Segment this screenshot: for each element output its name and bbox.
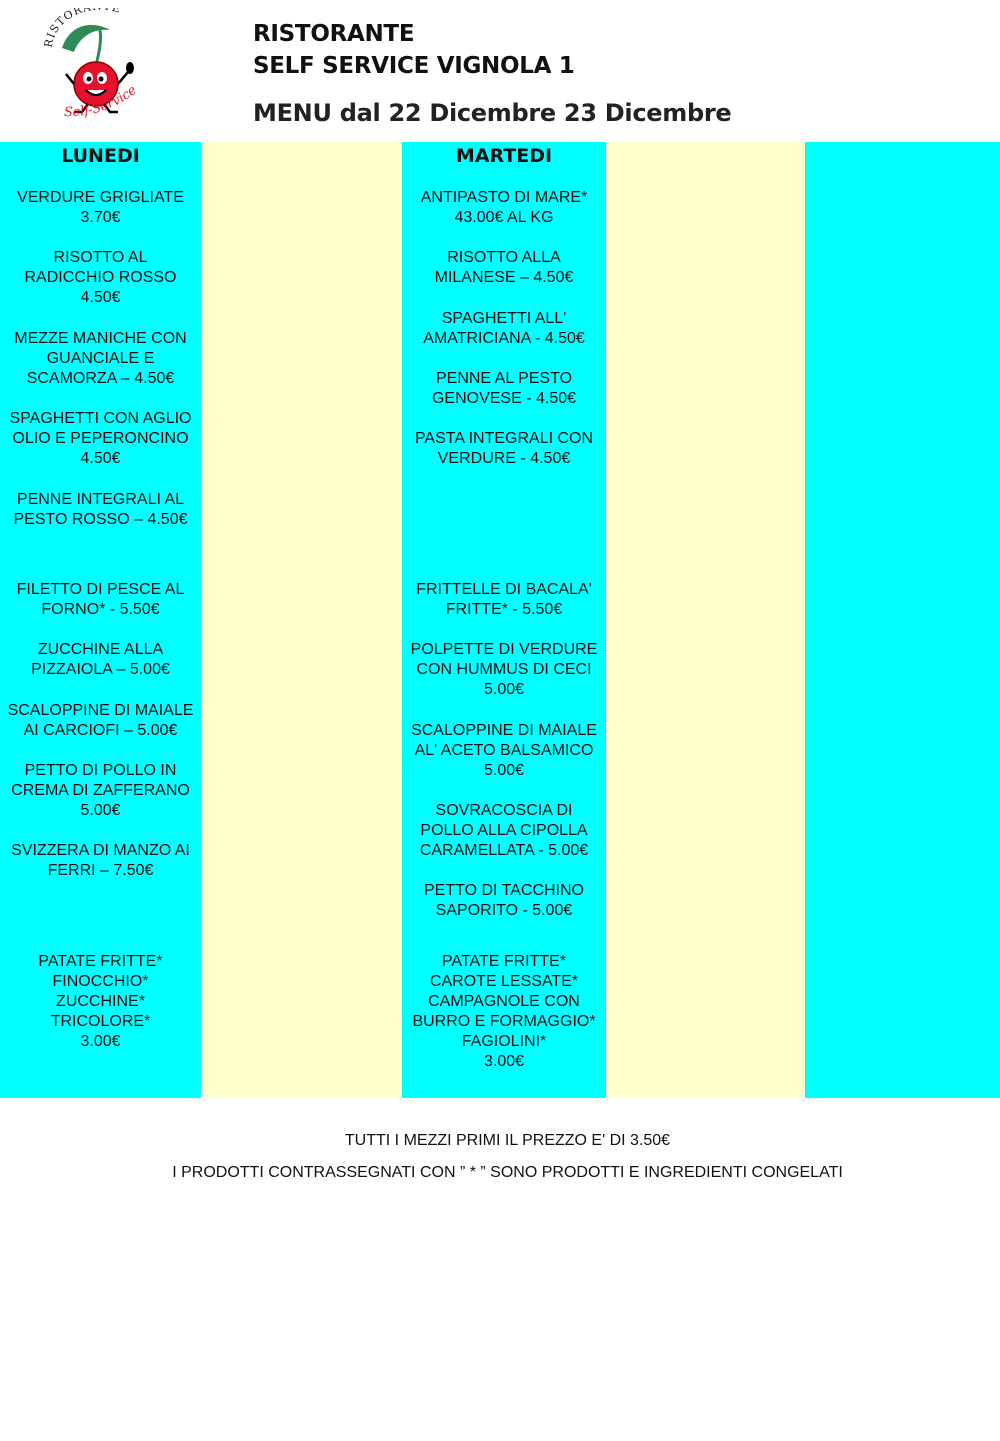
day-heading-monday: LUNEDI <box>61 145 140 167</box>
tuesday-column <box>402 142 606 1098</box>
menu-item: ZUCCHINE ALLA PIZZAIOLA – 5.00€ <box>31 641 170 678</box>
frozen-products-note: I PRODOTTI CONTRASSEGNATI CON ” * ” SONO PRODOTTI E INGREDIENTI CONGELATI <box>172 1164 843 1181</box>
menu-item: SVIZZERA DI MANZO AI FERRI – 7.50€ <box>11 842 190 879</box>
restaurant-logo <box>44 8 162 124</box>
menu-item: VERDURE GRIGLIATE 3.70€ <box>17 189 184 226</box>
menu-item: ANTIPASTO DI MARE* 43.00€ AL KG <box>420 189 588 226</box>
logo-text-bottom: Self-Service <box>64 82 140 121</box>
empty-column <box>201 142 402 1098</box>
menu-item: PETTO DI TACCHINO SAPORITO - 5.00€ <box>423 882 584 919</box>
menu-item: PASTA INTEGRALI CON VERDURE - 4.50€ <box>414 430 594 467</box>
menu-item: PATATE FRITTE* FINOCCHIO* ZUCCHINE* TRICOLORE* 3.00€ <box>38 953 163 1050</box>
menu-item: RISOTTO AL RADICCHIO ROSSO 4.50€ <box>24 249 177 306</box>
menu-item: SCALOPPINE DI MAIALE AL' ACETO BALSAMICO 5.00€ <box>411 722 597 779</box>
menu-item: FRITTELLE DI BACALA' FRITTE* - 5.50€ <box>416 581 592 618</box>
menu-date-range: MENU dal 22 Dicembre 23 Dicembre <box>253 99 732 127</box>
title-line-1: RISTORANTE <box>253 21 415 47</box>
menu-item: SCALOPPINE DI MAIALE AI CARCIOFI – 5.00€ <box>7 702 194 739</box>
menu-item: SPAGHETTI ALL' AMATRICIANA - 4.50€ <box>423 310 585 347</box>
menu-item: PETTO DI POLLO IN CREMA DI ZAFFERANO 5.00€ <box>11 762 190 819</box>
title-line-2: SELF SERVICE VIGNOLA 1 <box>253 53 575 79</box>
menu-item: PATATE FRITTE* CAROTE LESSATE* CAMPAGNOLE CON BURRO E FORMAGGIO* FAGIOLINI* 3.00€ <box>412 953 596 1070</box>
half-portion-price-note: TUTTI I MEZZI PRIMI IL PREZZO E' DI 3.50€ <box>344 1132 671 1149</box>
menu-item: FILETTO DI PESCE AL FORNO* - 5.50€ <box>16 581 185 618</box>
day-heading-tuesday: MARTEDI <box>455 145 553 167</box>
menu-item: SOVRACOSCIA DI POLLO ALLA CIPOLLA CARAMELLATA - 5.00€ <box>419 802 589 859</box>
monday-column <box>0 142 201 1098</box>
menu-item: RISOTTO ALLA MILANESE – 4.50€ <box>434 249 574 286</box>
menu-item: PENNE AL PESTO GENOVESE - 4.50€ <box>431 370 577 407</box>
menu-item: PENNE INTEGRALI AL PESTO ROSSO – 4.50€ <box>13 491 188 528</box>
menu-item: MEZZE MANICHE CON GUANCIALE E SCAMORZA – 4.50€ <box>14 330 187 387</box>
menu-item: SPAGHETTI CON AGLIO OLIO E PEPERONCINO 4.50€ <box>9 410 192 467</box>
menu-item: POLPETTE DI VERDURE CON HUMMUS DI CECI 5.00€ <box>410 641 598 698</box>
restaurant-title <box>253 18 575 82</box>
logo-text-top: ISTOR E <box>44 8 123 41</box>
empty-column <box>805 142 1000 1098</box>
cherry-mascot-icon <box>44 8 162 124</box>
empty-column <box>606 142 805 1098</box>
